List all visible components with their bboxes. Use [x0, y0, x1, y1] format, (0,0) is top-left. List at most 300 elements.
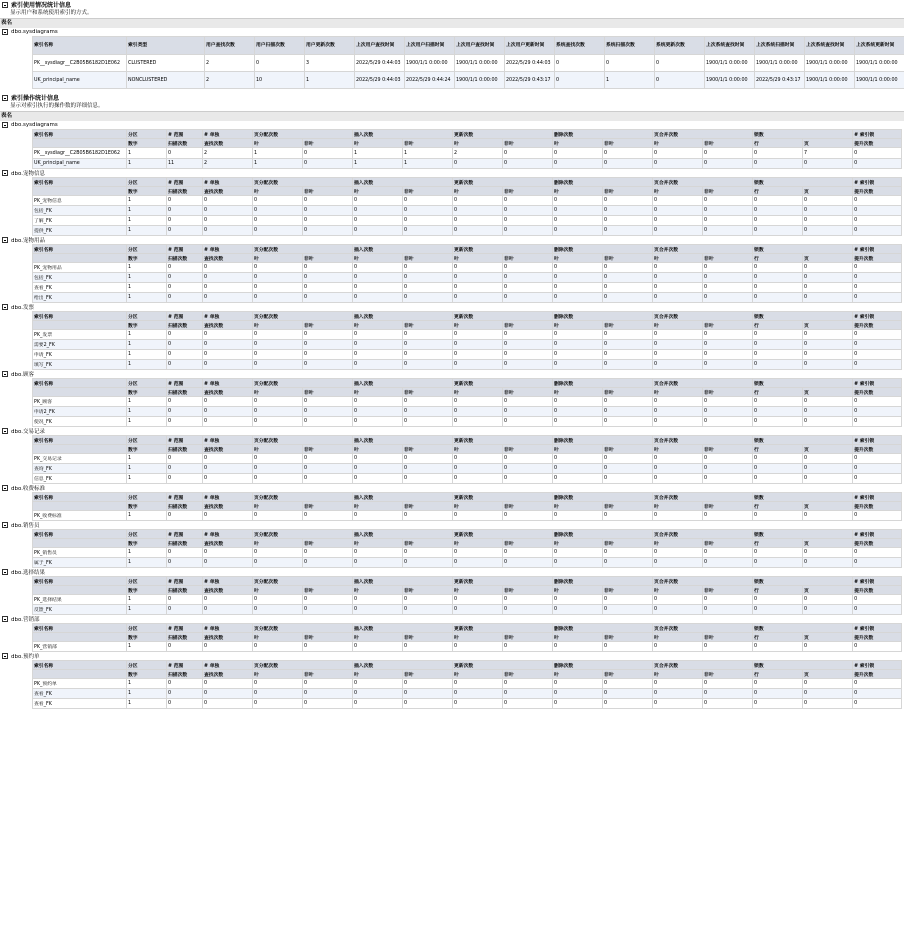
column-subheader[interactable]: 叶 [453, 187, 503, 196]
column-header[interactable]: 页合并次数 [653, 624, 753, 633]
column-header[interactable]: # 单独 [203, 130, 253, 139]
column-subheader[interactable]: 非叶 [503, 187, 553, 196]
column-subheader[interactable]: 扫描次数 [167, 670, 203, 679]
column-header[interactable]: # 索引锁 [853, 312, 902, 321]
column-subheader[interactable]: 非叶 [603, 254, 653, 263]
column-header[interactable]: 用户更新次数 [305, 37, 355, 55]
column-subheader[interactable]: 非叶 [303, 445, 353, 454]
column-subheader[interactable]: 提升次数 [853, 670, 902, 679]
column-subheader[interactable]: 非叶 [503, 633, 553, 642]
column-header[interactable]: 分区 [127, 379, 167, 388]
column-subheader[interactable]: 叶 [453, 445, 503, 454]
column-subheader[interactable]: 非叶 [603, 388, 653, 397]
column-subheader[interactable]: 叶 [453, 502, 503, 511]
column-subheader[interactable]: 非叶 [403, 670, 453, 679]
column-subheader[interactable]: 数字 [127, 502, 167, 511]
table-group-header[interactable] [0, 169, 904, 177]
table-row[interactable] [33, 454, 902, 464]
column-subheader[interactable]: 非叶 [703, 388, 753, 397]
column-subheader[interactable]: 页 [803, 254, 853, 263]
table-group-header[interactable] [0, 484, 904, 492]
column-header[interactable]: 页分配次数 [253, 379, 353, 388]
column-header[interactable]: 页合并次数 [653, 493, 753, 502]
column-subheader[interactable]: 叶 [653, 586, 703, 595]
column-header[interactable]: 删除次数 [553, 436, 653, 445]
column-subheader[interactable]: 非叶 [603, 445, 653, 454]
column-header[interactable]: 分区 [127, 624, 167, 633]
column-subheader[interactable]: 非叶 [503, 388, 553, 397]
column-subheader[interactable]: 叶 [253, 670, 303, 679]
column-subheader[interactable]: 非叶 [603, 539, 653, 548]
column-subheader[interactable]: 扫描次数 [167, 187, 203, 196]
column-subheader[interactable]: 页 [803, 502, 853, 511]
table-row[interactable] [33, 293, 902, 303]
column-subheader[interactable]: 提升次数 [853, 254, 902, 263]
column-subheader[interactable]: 叶 [653, 187, 703, 196]
column-subheader[interactable]: 非叶 [503, 670, 553, 679]
column-subheader[interactable]: 叶 [253, 586, 303, 595]
table-group-header[interactable] [0, 236, 904, 244]
column-header[interactable] [33, 187, 127, 196]
column-subheader[interactable]: 非叶 [703, 254, 753, 263]
column-header[interactable]: # 范围 [167, 530, 203, 539]
column-header[interactable]: 页合并次数 [653, 436, 753, 445]
column-subheader[interactable]: 叶 [353, 321, 403, 330]
column-header[interactable]: # 范围 [167, 379, 203, 388]
column-subheader[interactable]: 数字 [127, 670, 167, 679]
column-header[interactable]: 页分配次数 [253, 245, 353, 254]
collapse-icon[interactable] [2, 304, 8, 310]
column-subheader[interactable]: 叶 [553, 670, 603, 679]
column-header[interactable]: 插入次数 [353, 493, 453, 502]
column-subheader[interactable]: 叶 [253, 139, 303, 148]
column-header[interactable]: 索引名称 [33, 130, 127, 139]
column-header[interactable]: # 范围 [167, 130, 203, 139]
column-subheader[interactable]: 非叶 [303, 586, 353, 595]
table-group-header[interactable] [0, 615, 904, 623]
column-subheader[interactable]: 叶 [353, 445, 403, 454]
table-group-header[interactable] [0, 568, 904, 576]
column-subheader[interactable]: 行 [753, 502, 803, 511]
column-subheader[interactable]: 查找次数 [203, 445, 253, 454]
column-subheader[interactable]: 叶 [353, 586, 403, 595]
column-subheader[interactable]: 叶 [653, 321, 703, 330]
column-subheader[interactable]: 查找次数 [203, 254, 253, 263]
column-subheader[interactable]: 提升次数 [853, 502, 902, 511]
table-row[interactable] [33, 474, 902, 484]
column-subheader[interactable]: 非叶 [403, 187, 453, 196]
column-header[interactable]: 系统更新次数 [655, 37, 705, 55]
column-subheader[interactable]: 提升次数 [853, 321, 902, 330]
column-header[interactable] [33, 254, 127, 263]
table-row[interactable] [33, 72, 904, 89]
table-row[interactable] [33, 605, 902, 615]
table-row[interactable] [33, 350, 902, 360]
column-subheader[interactable]: 行 [753, 187, 803, 196]
column-header[interactable]: 锁数 [753, 577, 853, 586]
column-header[interactable]: 更新次数 [453, 577, 553, 586]
column-header[interactable]: 索引类型 [127, 37, 205, 55]
column-subheader[interactable]: 叶 [253, 388, 303, 397]
column-header[interactable]: 上次系统更新时间 [855, 37, 904, 55]
column-subheader[interactable]: 扫描次数 [167, 139, 203, 148]
column-header[interactable]: 页分配次数 [253, 530, 353, 539]
column-subheader[interactable]: 叶 [353, 139, 403, 148]
column-header[interactable]: 页合并次数 [653, 245, 753, 254]
column-subheader[interactable]: 叶 [353, 187, 403, 196]
column-subheader[interactable]: 非叶 [403, 502, 453, 511]
column-subheader[interactable]: 叶 [453, 586, 503, 595]
column-subheader[interactable]: 叶 [353, 502, 403, 511]
table-row[interactable] [33, 679, 902, 689]
column-header[interactable]: # 单独 [203, 493, 253, 502]
column-subheader[interactable]: 非叶 [703, 139, 753, 148]
table-group-header[interactable] [0, 521, 904, 529]
table-group-header[interactable] [0, 652, 904, 660]
column-header[interactable]: 页合并次数 [653, 577, 753, 586]
column-subheader[interactable]: 查找次数 [203, 388, 253, 397]
column-header[interactable]: 更新次数 [453, 379, 553, 388]
column-subheader[interactable]: 查找次数 [203, 187, 253, 196]
column-header[interactable]: # 范围 [167, 245, 203, 254]
column-header[interactable]: 上次系统查找时间 [805, 37, 855, 55]
collapse-icon[interactable] [2, 95, 8, 101]
column-subheader[interactable]: 非叶 [703, 187, 753, 196]
column-subheader[interactable]: 行 [753, 539, 803, 548]
column-subheader[interactable]: 叶 [253, 254, 303, 263]
collapse-icon[interactable] [2, 237, 8, 243]
column-header[interactable]: # 范围 [167, 661, 203, 670]
column-subheader[interactable]: 非叶 [503, 539, 553, 548]
column-subheader[interactable]: 查找次数 [203, 139, 253, 148]
column-header[interactable] [33, 633, 127, 642]
column-subheader[interactable]: 叶 [653, 254, 703, 263]
column-header[interactable]: 页分配次数 [253, 493, 353, 502]
table-row[interactable] [33, 216, 902, 226]
column-subheader[interactable]: 提升次数 [853, 187, 902, 196]
column-subheader[interactable]: 叶 [253, 633, 303, 642]
column-subheader[interactable]: 行 [753, 633, 803, 642]
column-subheader[interactable]: 叶 [353, 388, 403, 397]
column-header[interactable]: 分区 [127, 130, 167, 139]
column-subheader[interactable]: 非叶 [603, 586, 653, 595]
column-subheader[interactable]: 非叶 [303, 139, 353, 148]
column-header[interactable]: 页合并次数 [653, 178, 753, 187]
column-subheader[interactable]: 非叶 [303, 502, 353, 511]
column-header[interactable]: # 范围 [167, 624, 203, 633]
column-header[interactable]: # 索引锁 [853, 624, 902, 633]
column-header[interactable] [33, 139, 127, 148]
column-header[interactable]: # 单独 [203, 661, 253, 670]
column-subheader[interactable]: 非叶 [403, 633, 453, 642]
column-subheader[interactable]: 非叶 [603, 139, 653, 148]
column-header[interactable]: 删除次数 [553, 245, 653, 254]
column-header[interactable]: 索引名称 [33, 312, 127, 321]
column-subheader[interactable]: 非叶 [503, 139, 553, 148]
column-header[interactable]: 页分配次数 [253, 178, 353, 187]
column-header[interactable]: 插入次数 [353, 661, 453, 670]
column-header[interactable]: 上次系统查找时间 [705, 37, 755, 55]
column-subheader[interactable]: 非叶 [703, 586, 753, 595]
column-header[interactable]: 删除次数 [553, 493, 653, 502]
column-subheader[interactable]: 非叶 [303, 321, 353, 330]
collapse-icon[interactable] [2, 29, 8, 35]
column-subheader[interactable]: 非叶 [703, 321, 753, 330]
collapse-icon[interactable] [2, 428, 8, 434]
column-header[interactable]: 锁数 [753, 530, 853, 539]
column-subheader[interactable]: 数字 [127, 321, 167, 330]
column-header[interactable] [33, 670, 127, 679]
column-subheader[interactable]: 非叶 [403, 539, 453, 548]
column-header[interactable]: 更新次数 [453, 493, 553, 502]
column-header[interactable]: 更新次数 [453, 436, 553, 445]
column-subheader[interactable]: 提升次数 [853, 139, 902, 148]
column-subheader[interactable]: 叶 [453, 254, 503, 263]
column-header[interactable]: 页合并次数 [653, 379, 753, 388]
column-subheader[interactable]: 行 [753, 321, 803, 330]
column-header[interactable]: # 单独 [203, 436, 253, 445]
column-subheader[interactable]: 扫描次数 [167, 633, 203, 642]
column-header[interactable]: 上次用户查找时间 [455, 37, 505, 55]
column-subheader[interactable]: 非叶 [303, 388, 353, 397]
column-subheader[interactable]: 非叶 [403, 445, 453, 454]
column-subheader[interactable]: 行 [753, 670, 803, 679]
column-header[interactable]: 更新次数 [453, 178, 553, 187]
column-subheader[interactable]: 提升次数 [853, 586, 902, 595]
column-subheader[interactable]: 查找次数 [203, 586, 253, 595]
column-subheader[interactable]: 查找次数 [203, 502, 253, 511]
column-subheader[interactable]: 页 [803, 670, 853, 679]
column-subheader[interactable]: 非叶 [403, 139, 453, 148]
column-header[interactable]: 插入次数 [353, 379, 453, 388]
table-row[interactable] [33, 263, 902, 273]
column-subheader[interactable]: 查找次数 [203, 539, 253, 548]
column-header[interactable]: 锁数 [753, 661, 853, 670]
column-header[interactable]: # 范围 [167, 312, 203, 321]
column-subheader[interactable]: 叶 [653, 633, 703, 642]
column-header[interactable]: 页分配次数 [253, 624, 353, 633]
column-header[interactable]: 页分配次数 [253, 577, 353, 586]
column-subheader[interactable]: 数字 [127, 187, 167, 196]
column-subheader[interactable]: 非叶 [603, 187, 653, 196]
table-row[interactable] [33, 55, 904, 72]
column-subheader[interactable]: 叶 [453, 388, 503, 397]
column-header[interactable]: 删除次数 [553, 661, 653, 670]
column-header[interactable] [33, 586, 127, 595]
column-header[interactable]: 删除次数 [553, 379, 653, 388]
column-subheader[interactable]: 行 [753, 139, 803, 148]
column-subheader[interactable]: 叶 [353, 670, 403, 679]
column-subheader[interactable]: 非叶 [303, 254, 353, 263]
table-group-header[interactable] [0, 427, 904, 435]
column-header[interactable]: 插入次数 [353, 312, 453, 321]
column-subheader[interactable]: 叶 [553, 321, 603, 330]
column-subheader[interactable]: 叶 [553, 388, 603, 397]
column-subheader[interactable]: 页 [803, 633, 853, 642]
column-header[interactable]: 删除次数 [553, 130, 653, 139]
collapse-icon[interactable] [2, 170, 8, 176]
column-header[interactable]: # 索引锁 [853, 530, 902, 539]
column-header[interactable]: 分区 [127, 178, 167, 187]
column-subheader[interactable]: 数字 [127, 539, 167, 548]
table-row[interactable] [33, 642, 902, 652]
column-subheader[interactable]: 叶 [553, 502, 603, 511]
column-subheader[interactable]: 叶 [453, 670, 503, 679]
table-row[interactable] [33, 330, 902, 340]
column-subheader[interactable]: 叶 [553, 187, 603, 196]
column-subheader[interactable]: 非叶 [503, 586, 553, 595]
column-header[interactable]: # 单独 [203, 577, 253, 586]
table-group-header[interactable] [0, 303, 904, 311]
table-row[interactable] [33, 360, 902, 370]
column-header[interactable] [33, 445, 127, 454]
column-subheader[interactable]: 扫描次数 [167, 388, 203, 397]
column-subheader[interactable]: 非叶 [503, 502, 553, 511]
column-subheader[interactable]: 数字 [127, 586, 167, 595]
column-subheader[interactable]: 查找次数 [203, 633, 253, 642]
column-header[interactable]: 插入次数 [353, 530, 453, 539]
column-header[interactable]: 更新次数 [453, 530, 553, 539]
column-header[interactable]: 系统查找次数 [555, 37, 605, 55]
table-row[interactable] [33, 464, 902, 474]
column-subheader[interactable]: 非叶 [503, 445, 553, 454]
table-row[interactable] [33, 417, 902, 427]
table-row[interactable] [33, 407, 902, 417]
column-subheader[interactable]: 叶 [553, 633, 603, 642]
collapse-icon[interactable] [2, 653, 8, 659]
column-subheader[interactable]: 叶 [253, 539, 303, 548]
column-header[interactable]: # 单独 [203, 624, 253, 633]
column-header[interactable]: 更新次数 [453, 245, 553, 254]
column-subheader[interactable]: 非叶 [403, 254, 453, 263]
column-subheader[interactable]: 数字 [127, 633, 167, 642]
column-header[interactable]: 页分配次数 [253, 661, 353, 670]
collapse-icon[interactable] [2, 569, 8, 575]
column-header[interactable]: 锁数 [753, 178, 853, 187]
column-subheader[interactable]: 页 [803, 321, 853, 330]
column-subheader[interactable]: 非叶 [503, 321, 553, 330]
column-header[interactable]: 分区 [127, 577, 167, 586]
column-subheader[interactable]: 行 [753, 586, 803, 595]
column-header[interactable]: # 索引锁 [853, 379, 902, 388]
column-header[interactable]: 插入次数 [353, 178, 453, 187]
table-row[interactable] [33, 558, 902, 568]
column-header[interactable]: 上次系统扫描时间 [755, 37, 805, 55]
column-subheader[interactable]: 非叶 [303, 633, 353, 642]
column-subheader[interactable]: 非叶 [603, 321, 653, 330]
column-header[interactable]: 插入次数 [353, 130, 453, 139]
column-subheader[interactable]: 行 [753, 388, 803, 397]
column-header[interactable]: # 索引锁 [853, 493, 902, 502]
column-header[interactable]: 删除次数 [553, 577, 653, 586]
usage-table-group[interactable] [0, 28, 904, 36]
column-header[interactable]: 系统扫描次数 [605, 37, 655, 55]
column-header[interactable]: 索引名称 [33, 530, 127, 539]
column-header[interactable] [33, 388, 127, 397]
column-header[interactable]: 索引名称 [33, 37, 127, 55]
column-subheader[interactable]: 扫描次数 [167, 586, 203, 595]
column-header[interactable]: 删除次数 [553, 178, 653, 187]
column-header[interactable]: # 单独 [203, 245, 253, 254]
column-header[interactable]: 更新次数 [453, 130, 553, 139]
column-header[interactable]: 分区 [127, 312, 167, 321]
column-header[interactable]: 用户查找次数 [205, 37, 255, 55]
column-header[interactable]: 索引名称 [33, 379, 127, 388]
column-subheader[interactable]: 叶 [653, 139, 703, 148]
column-header[interactable]: 插入次数 [353, 436, 453, 445]
column-subheader[interactable]: 叶 [553, 139, 603, 148]
column-subheader[interactable]: 扫描次数 [167, 502, 203, 511]
column-subheader[interactable]: 非叶 [603, 670, 653, 679]
column-subheader[interactable]: 页 [803, 388, 853, 397]
table-row[interactable] [33, 226, 902, 236]
table-row[interactable] [33, 699, 902, 709]
column-subheader[interactable]: 页 [803, 539, 853, 548]
column-header[interactable]: 锁数 [753, 312, 853, 321]
table-row[interactable] [33, 689, 902, 699]
column-header[interactable]: # 索引锁 [853, 577, 902, 586]
column-header[interactable]: 页合并次数 [653, 530, 753, 539]
table-row[interactable] [33, 283, 902, 293]
column-header[interactable]: # 范围 [167, 493, 203, 502]
table-row[interactable] [33, 159, 902, 169]
column-header[interactable]: 分区 [127, 530, 167, 539]
column-subheader[interactable]: 数字 [127, 139, 167, 148]
column-header[interactable]: 页分配次数 [253, 312, 353, 321]
collapse-icon[interactable] [2, 522, 8, 528]
column-subheader[interactable]: 叶 [553, 445, 603, 454]
collapse-icon[interactable] [2, 371, 8, 377]
column-subheader[interactable]: 扫描次数 [167, 321, 203, 330]
column-header[interactable]: # 范围 [167, 178, 203, 187]
column-subheader[interactable]: 行 [753, 254, 803, 263]
column-header[interactable]: # 单独 [203, 312, 253, 321]
column-subheader[interactable]: 数字 [127, 388, 167, 397]
column-subheader[interactable]: 提升次数 [853, 539, 902, 548]
column-subheader[interactable]: 叶 [553, 254, 603, 263]
column-header[interactable]: 页合并次数 [653, 130, 753, 139]
column-subheader[interactable]: 查找次数 [203, 670, 253, 679]
column-subheader[interactable]: 叶 [353, 633, 403, 642]
collapse-icon[interactable] [2, 485, 8, 491]
column-subheader[interactable]: 查找次数 [203, 321, 253, 330]
column-header[interactable]: 更新次数 [453, 312, 553, 321]
column-subheader[interactable]: 提升次数 [853, 633, 902, 642]
column-subheader[interactable]: 页 [803, 139, 853, 148]
column-header[interactable]: # 范围 [167, 577, 203, 586]
column-header[interactable]: 锁数 [753, 130, 853, 139]
column-header[interactable]: 索引名称 [33, 624, 127, 633]
column-subheader[interactable]: 叶 [253, 321, 303, 330]
column-subheader[interactable]: 非叶 [703, 670, 753, 679]
column-header[interactable]: # 索引锁 [853, 436, 902, 445]
column-header[interactable]: 锁数 [753, 624, 853, 633]
table-row[interactable] [33, 595, 902, 605]
column-header[interactable]: # 索引锁 [853, 178, 902, 187]
collapse-icon[interactable] [2, 122, 8, 128]
column-header[interactable]: 上次用户更新时间 [505, 37, 555, 55]
column-subheader[interactable]: 非叶 [303, 670, 353, 679]
column-subheader[interactable]: 叶 [653, 539, 703, 548]
ops-section-title[interactable] [0, 93, 904, 102]
table-row[interactable] [33, 196, 902, 206]
column-subheader[interactable]: 叶 [453, 321, 503, 330]
column-header[interactable]: # 单独 [203, 530, 253, 539]
column-header[interactable]: 索引名称 [33, 493, 127, 502]
column-header[interactable]: 分区 [127, 436, 167, 445]
column-header[interactable]: # 单独 [203, 379, 253, 388]
table-row[interactable] [33, 148, 902, 159]
